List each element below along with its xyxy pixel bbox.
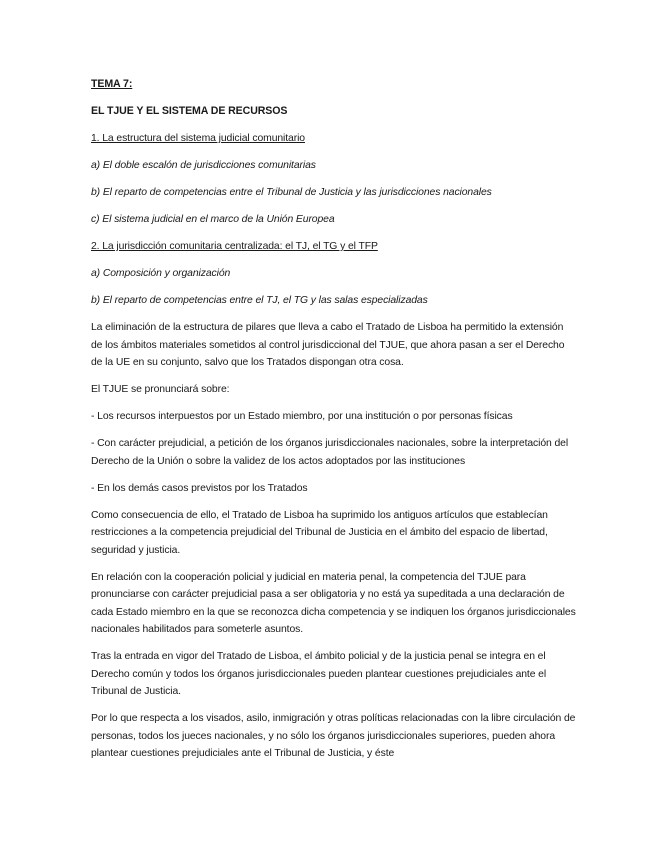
list-item-prejudicial: - Con carácter prejudicial, a petición de los órganos jurisdiccionales nacionales, sobre la interpretación del Derecho de la Unión o sobre la validez de los actos adoptados por las instituciones bbox=[91, 438, 569, 467]
document-title: EL TJUE Y EL SISTEMA DE RECURSOS bbox=[91, 105, 288, 117]
topic-label: TEMA 7: bbox=[91, 78, 133, 90]
paragraph-consecuencia: Como consecuencia de ello, el Tratado de Lisboa ha suprimido los antiguos artículos que establecían restricciones a la competencia prejudicial del Tribunal de Justicia en el ámbito del espacio de libertad, seguridad y justicia. bbox=[91, 509, 548, 556]
paragraph-cooperacion-penal: En relación con la cooperación policial y judicial en materia penal, la competencia del TJUE para pronunciarse con carácter prejudicial pasa a ser obligatoria y no está ya supeditada a una declaración de cada Estado miembro en la que se reconozca dicha competencia y se indiquen los órganos jurisdiccionales nacionales habilitados para someterle asuntos. bbox=[91, 571, 576, 635]
list-item-demas-casos: - En los demás casos previstos por los Tratados bbox=[91, 482, 308, 494]
paragraph-visados-asilo: Por lo que respecta a los visados, asilo, inmigración y otras políticas relacionadas con la libre circulación de personas, todos los jueces nacionales, y no sólo los órganos jurisdiccionales superiores, pueden ahora plantear cuestiones prejudiciales ante el Tribunal de Justicia, y éste bbox=[91, 713, 576, 759]
section-1-item-a: a) El doble escalón de jurisdicciones comunitarias bbox=[91, 160, 316, 171]
paragraph-tjue-pronunciara: El TJUE se pronunciará sobre: bbox=[91, 384, 230, 395]
section-2-heading: 2. La jurisdicción comunitaria centralizada: el TJ, el TG y el TFP bbox=[91, 241, 378, 252]
section-1-heading: 1. La estructura del sistema judicial comunitario bbox=[91, 133, 305, 144]
section-1-item-b: b) El reparto de competencias entre el Tribunal de Justicia y las jurisdicciones nacionales bbox=[91, 187, 492, 198]
section-2-item-a: a) Composición y organización bbox=[91, 268, 231, 279]
document-body bbox=[91, 76, 576, 772]
list-item-recursos: - Los recursos interpuestos por un Estado miembro, por una institución o por personas físicas bbox=[91, 411, 513, 422]
section-2-item-b: b) El reparto de competencias entre el TJ, el TG y las salas especializadas bbox=[91, 295, 428, 306]
section-1-item-c: c) El sistema judicial en el marco de la Unión Europea bbox=[91, 214, 335, 225]
paragraph-entrada-en-vigor: Tras la entrada en vigor del Tratado de Lisboa, el ámbito policial y de la justicia penal se integra en el Derecho común y todos los órganos jurisdiccionales pueden plantear cuestiones prejudiciales ante el Tribunal de Justicia. bbox=[91, 651, 547, 697]
paragraph-lisboa-intro: La eliminación de la estructura de pilares que lleva a cabo el Tratado de Lisboa ha permitido la extensión de los ámbitos materiales sometidos al control jurisdiccional del TJUE, que ahora pasan a ser el Derecho de la UE en su conjunto, salvo que los Tratados dispongan otra cosa. bbox=[91, 322, 565, 368]
